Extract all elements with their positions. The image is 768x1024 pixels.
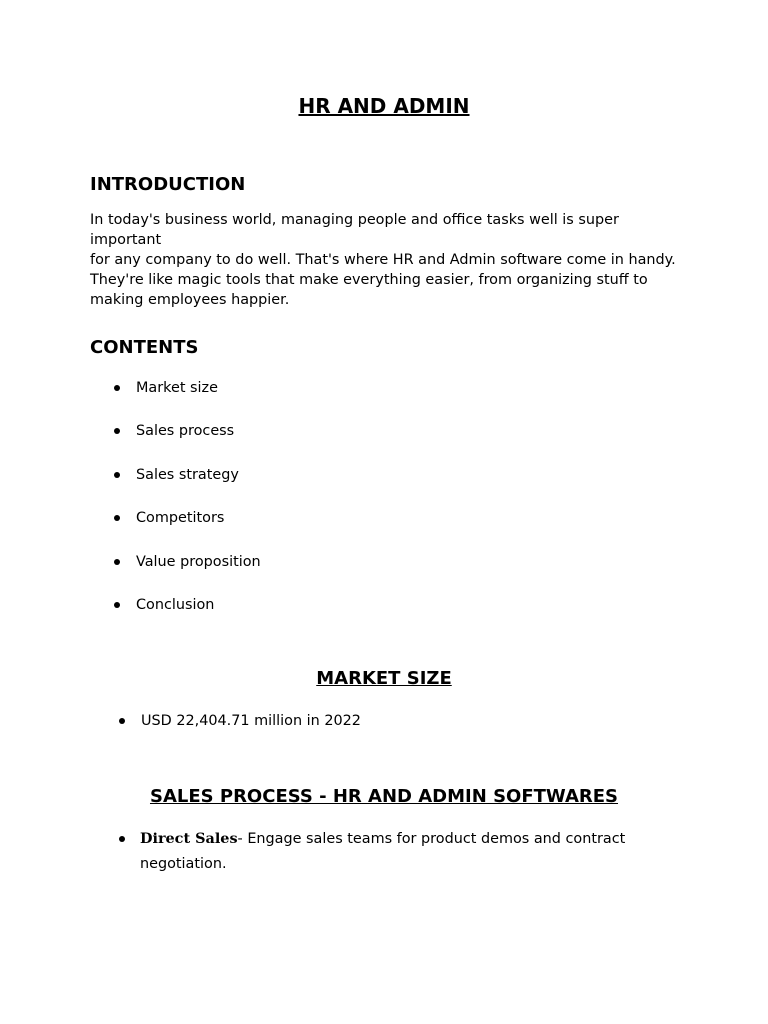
contents-item-label: Sales strategy <box>136 467 239 483</box>
introduction-heading: INTRODUCTION <box>90 174 246 195</box>
contents-item-label: Competitors <box>136 510 225 526</box>
market-size-item-label: USD 22,404.71 million in 2022 <box>141 713 361 729</box>
contents-item-label: Market size <box>136 380 218 396</box>
contents-heading: CONTENTS <box>90 337 199 358</box>
introduction-line: making employees happier. <box>90 292 290 308</box>
sales-process-item-text: - Engage sales teams for product demos and contract <box>237 831 626 847</box>
contents-item-label: Conclusion <box>136 597 215 613</box>
bullet-icon <box>114 472 120 478</box>
bullet-icon <box>114 428 120 434</box>
bullet-icon <box>119 836 125 842</box>
contents-item-label: Sales process <box>136 423 235 439</box>
introduction-line: They're like magic tools that make everything easier, from organizing stuff to <box>90 272 648 288</box>
introduction-line: for any company to do well. That's where HR and Admin software come in handy. <box>90 252 676 268</box>
bullet-icon <box>114 559 120 565</box>
sales-process-item-continuation: negotiation. <box>140 856 227 872</box>
introduction-paragraph <box>90 210 690 310</box>
sales-process-item <box>140 826 640 877</box>
contents-item-label: Value proposition <box>136 554 261 570</box>
market-size-heading: MARKET SIZE <box>316 668 452 689</box>
sales-process-item-label: Direct Sales <box>140 830 238 847</box>
bullet-icon <box>114 515 120 521</box>
bullet-icon <box>114 602 120 608</box>
sales-process-heading: SALES PROCESS - HR AND ADMIN SOFTWARES <box>149 786 619 807</box>
introduction-line: In today's business world, managing people and office tasks well is super important <box>90 212 619 248</box>
bullet-icon <box>114 385 120 391</box>
document-title: HR AND ADMIN <box>298 94 470 118</box>
bullet-icon <box>119 718 125 724</box>
